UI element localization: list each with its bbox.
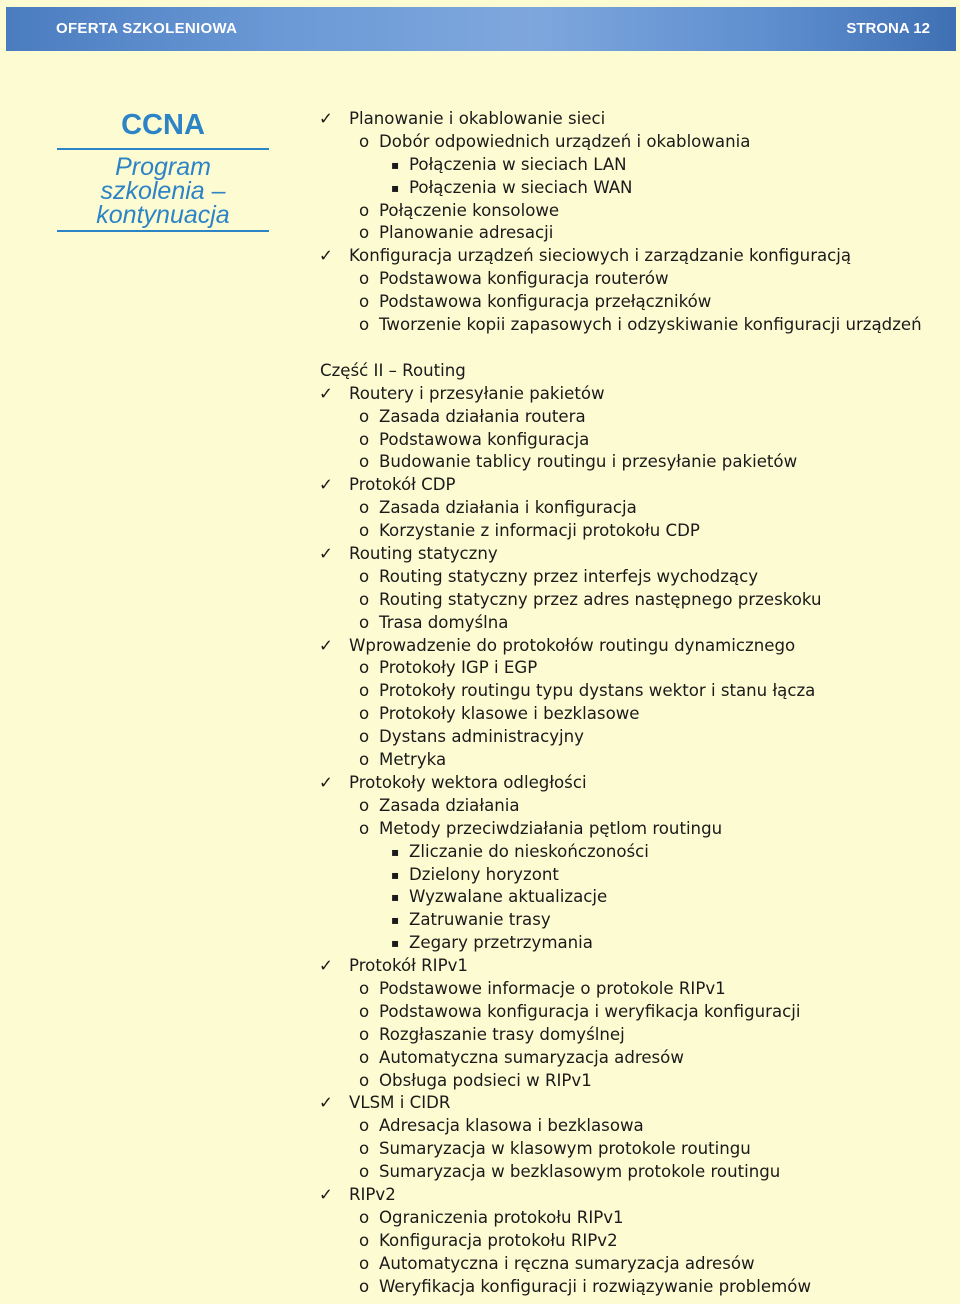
subtopic-item — [319, 451, 949, 474]
item-text: Dystans administracyjny — [379, 727, 584, 747]
subtopic-item — [319, 1115, 949, 1138]
circle-bullet-icon: o — [359, 795, 370, 815]
square-bullet-icon: ▪ — [391, 913, 400, 928]
item-text: RIPv2 — [349, 1184, 396, 1204]
page-header — [6, 7, 956, 51]
square-bullet-icon: ▪ — [391, 867, 400, 882]
header-title: OFERTA SZKOLENIOWA — [56, 20, 238, 37]
item-text: Adresacja klasowa i bezklasowa — [379, 1116, 644, 1136]
item-text: Routing statyczny przez adres następnego przeskoku — [379, 589, 822, 609]
item-text: Routery i przesyłanie pakietów — [349, 383, 605, 403]
detail-item — [319, 841, 949, 864]
checkmark-icon: ✓ — [319, 383, 333, 403]
checkmark-icon: ✓ — [319, 1093, 333, 1113]
item-text: Sumaryzacja w klasowym protokole routingu — [379, 1139, 751, 1159]
item-text: Konfiguracja protokołu RIPv2 — [379, 1230, 618, 1250]
circle-bullet-icon: o — [359, 818, 370, 838]
topic-item — [319, 635, 949, 658]
item-text: Metryka — [379, 750, 447, 770]
circle-bullet-icon: o — [359, 681, 370, 701]
circle-bullet-icon: o — [359, 978, 370, 998]
circle-bullet-icon: o — [359, 315, 370, 335]
item-text: Dzielony horyzont — [409, 864, 559, 884]
square-bullet-icon: ▪ — [391, 936, 400, 951]
item-text: Podstawowa konfiguracja przełączników — [379, 292, 712, 312]
item-text: Zasada działania i konfiguracja — [379, 498, 637, 518]
square-bullet-icon: ▪ — [391, 890, 400, 905]
item-text: Połączenie konsolowe — [379, 200, 560, 220]
subtopic-item — [319, 612, 949, 635]
subtopic-item — [319, 1070, 949, 1093]
detail-item — [319, 864, 949, 887]
topic-item — [319, 543, 949, 566]
checkmark-icon: ✓ — [319, 109, 333, 128]
subtopic-item — [319, 818, 949, 841]
item-text: Metody przeciwdziałania pętlom routingu — [379, 818, 723, 838]
subtopic-item — [319, 1207, 949, 1230]
item-text: Protokoły klasowe i bezklasowe — [379, 704, 640, 724]
subtopic-item — [319, 1001, 949, 1024]
circle-bullet-icon: o — [359, 1139, 370, 1159]
circle-bullet-icon: o — [359, 1162, 370, 1182]
subtopic-item — [319, 749, 949, 772]
circle-bullet-icon: o — [359, 1070, 370, 1090]
item-text: Podstawowa konfiguracja i weryfikacja konfiguracji — [379, 1001, 801, 1021]
circle-bullet-icon: o — [359, 1276, 370, 1296]
subtopic-item — [319, 795, 949, 818]
item-text: VLSM i CIDR — [349, 1093, 451, 1113]
topic-item — [319, 474, 949, 497]
item-text: Zasada działania — [379, 795, 520, 815]
item-text: Protokoły wektora odległości — [349, 772, 587, 792]
topic-item — [319, 1092, 949, 1115]
item-text: Zasada działania routera — [379, 406, 586, 426]
checkmark-icon: ✓ — [319, 475, 333, 495]
item-text: Trasa domyślna — [379, 612, 509, 632]
circle-bullet-icon: o — [359, 1024, 370, 1044]
circle-bullet-icon: o — [359, 589, 370, 609]
subtopic-item — [319, 1230, 949, 1253]
item-text: Korzystanie z informacji protokołu CDP — [379, 521, 700, 541]
subtopic-item — [319, 703, 949, 726]
circle-bullet-icon: o — [359, 452, 370, 472]
detail-item — [319, 932, 949, 955]
subtitle-line: szkolenia – — [100, 177, 226, 205]
checkmark-icon: ✓ — [319, 956, 333, 976]
item-text: Konfiguracja urządzeń sieciowych i zarządzanie konfiguracją — [349, 246, 852, 266]
subtopic-item — [319, 406, 949, 429]
circle-bullet-icon: o — [359, 1001, 370, 1021]
circle-bullet-icon: o — [359, 521, 370, 541]
item-text: Sumaryzacja w bezklasowym protokole routingu — [379, 1162, 781, 1182]
circle-bullet-icon: o — [359, 1116, 370, 1136]
item-text: Routing statyczny przez interfejs wychodzący — [379, 566, 759, 586]
detail-item — [319, 154, 949, 177]
item-text: Wprowadzenie do protokołów routingu dynamicznego — [349, 635, 796, 655]
subtopic-item — [319, 268, 949, 291]
circle-bullet-icon: o — [359, 658, 370, 678]
item-text: Weryfikacja konfiguracji i rozwiązywanie problemów — [379, 1276, 812, 1296]
subtopic-item — [319, 566, 949, 589]
page-number: STRONA 12 — [846, 20, 930, 37]
item-text: Wyzwalane aktualizacje — [409, 887, 608, 907]
subtopic-item — [319, 726, 949, 749]
circle-bullet-icon: o — [359, 223, 370, 243]
square-bullet-icon: ▪ — [391, 180, 400, 195]
subtopic-item — [319, 1138, 949, 1161]
subtopic-item — [319, 680, 949, 703]
item-text: Protokół RIPv1 — [349, 956, 468, 976]
topic-item — [319, 108, 949, 131]
item-text: Protokoły IGP i EGP — [379, 658, 538, 678]
item-text: Obsługa podsieci w RIPv1 — [379, 1070, 592, 1090]
checkmark-icon: ✓ — [319, 772, 333, 792]
item-text: Podstawowe informacje o protokole RIPv1 — [379, 978, 726, 998]
item-text: Podstawowa konfiguracja routerów — [379, 269, 669, 289]
item-text: Ograniczenia protokołu RIPv1 — [379, 1207, 624, 1227]
checkmark-icon: ✓ — [319, 246, 333, 266]
subtopic-item — [319, 291, 949, 314]
item-text: Automatyczna sumaryzacja adresów — [379, 1047, 684, 1067]
circle-bullet-icon: o — [359, 612, 370, 632]
circle-bullet-icon: o — [359, 704, 370, 724]
circle-bullet-icon: o — [359, 200, 370, 220]
section-heading: Część II – Routing — [320, 360, 466, 380]
syllabus-content — [319, 108, 949, 1298]
circle-bullet-icon: o — [359, 1230, 370, 1250]
subtitle-line: kontynuacja — [96, 201, 230, 229]
detail-item — [319, 886, 949, 909]
square-bullet-icon: ▪ — [391, 844, 400, 859]
subtopic-item — [319, 222, 949, 245]
item-text: Dobór odpowiednich urządzeń i okablowania — [379, 131, 751, 151]
part1-list — [319, 108, 949, 337]
item-text: Automatyczna i ręczna sumaryzacja adresów — [379, 1253, 755, 1273]
circle-bullet-icon: o — [359, 406, 370, 426]
checkmark-icon: ✓ — [319, 1184, 333, 1204]
subtopic-item — [319, 314, 949, 337]
subtopic-item — [319, 1024, 949, 1047]
detail-item — [319, 909, 949, 932]
subtopic-item — [319, 589, 949, 612]
detail-item — [319, 177, 949, 200]
circle-bullet-icon: o — [359, 292, 370, 312]
checkmark-icon: ✓ — [319, 635, 333, 655]
circle-bullet-icon: o — [359, 429, 370, 449]
subtopic-item — [319, 1161, 949, 1184]
checkmark-icon: ✓ — [319, 544, 333, 564]
item-text: Planowanie adresacji — [379, 223, 554, 243]
subtopic-item — [319, 200, 949, 223]
item-text: Zatruwanie trasy — [409, 910, 551, 930]
subtopic-item — [319, 1276, 949, 1299]
subtopic-item — [319, 520, 949, 543]
circle-bullet-icon: o — [359, 498, 370, 518]
item-text: Zegary przetrzymania — [409, 933, 593, 953]
item-text: Routing statyczny — [349, 544, 498, 564]
item-text: Budowanie tablicy routingu i przesyłanie pakietów — [379, 452, 798, 472]
circle-bullet-icon: o — [359, 1207, 370, 1227]
subtopic-item — [319, 1253, 949, 1276]
circle-bullet-icon: o — [359, 1047, 370, 1067]
subtopic-item — [319, 1047, 949, 1070]
topic-item — [319, 245, 949, 268]
circle-bullet-icon: o — [359, 1253, 370, 1273]
circle-bullet-icon: o — [359, 131, 370, 151]
circle-bullet-icon: o — [359, 750, 370, 770]
item-text: Podstawowa konfiguracja — [379, 429, 590, 449]
item-text: Zliczanie do nieskończoności — [409, 841, 649, 861]
course-subtitle — [57, 150, 269, 232]
item-text: Rozgłaszanie trasy domyślnej — [379, 1024, 625, 1044]
topic-item — [319, 772, 949, 795]
topic-item — [319, 383, 949, 406]
circle-bullet-icon: o — [359, 566, 370, 586]
part2-list — [319, 383, 949, 1299]
circle-bullet-icon: o — [359, 269, 370, 289]
topic-item — [319, 955, 949, 978]
subtopic-item — [319, 131, 949, 154]
subtopic-item — [319, 657, 949, 680]
square-bullet-icon: ▪ — [391, 157, 400, 172]
sidebar — [57, 106, 269, 232]
item-text: Tworzenie kopii zapasowych i odzyskiwanie konfiguracji urządzeń — [379, 315, 922, 335]
item-text: Połączenia w sieciach LAN — [409, 154, 627, 174]
item-text: Protokół CDP — [349, 475, 456, 495]
item-text: Planowanie i okablowanie sieci — [349, 109, 606, 128]
item-text: Połączenia w sieciach WAN — [409, 177, 633, 197]
topic-item — [319, 1184, 949, 1207]
subtopic-item — [319, 978, 949, 1001]
subtopic-item — [319, 497, 949, 520]
circle-bullet-icon: o — [359, 727, 370, 747]
subtopic-item — [319, 429, 949, 452]
course-title: CCNA — [57, 106, 269, 150]
subtitle-line: Program — [115, 153, 211, 181]
item-text: Protokoły routingu typu dystans wektor i stanu łącza — [379, 681, 816, 701]
